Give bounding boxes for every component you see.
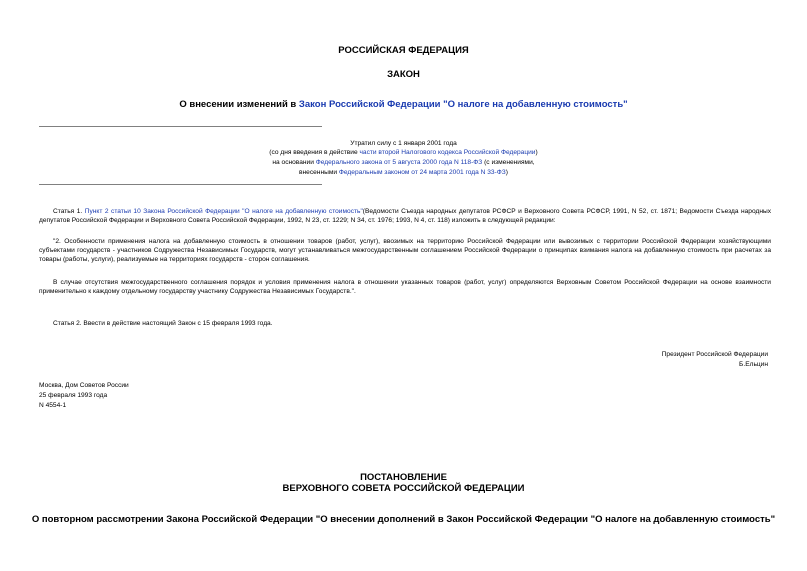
status-line-2-end: ) xyxy=(535,149,538,156)
signature-name: Б.Ельцин xyxy=(739,361,768,368)
status-line-4-end: ) xyxy=(505,169,508,176)
status-line-1: Утратил силу с 1 января 2001 года xyxy=(350,140,457,147)
country-heading: РОССИЙСКАЯ ФЕДЕРАЦИЯ xyxy=(338,45,469,56)
article-1-label: Статья 1. xyxy=(53,208,85,215)
decree-title-2: ВЕРХОВНОГО СОВЕТА РОССИЙСКОЙ ФЕДЕРАЦИИ xyxy=(282,483,525,494)
place-number: N 4554-1 xyxy=(39,402,67,409)
tax-code-link[interactable]: части второй Налогового кодекса Российской Федерации xyxy=(359,149,536,156)
decree-subject: О повторном рассмотрении Закона Российской Федерации "О внесении дополнений в Закон Российской Федерации "О налоге на добавленную стоимость" xyxy=(31,514,776,525)
place-city: Москва, Дом Советов России xyxy=(39,382,129,389)
decree-title-1: ПОСТАНОВЛЕНИЕ xyxy=(360,472,447,483)
status-line-2 xyxy=(0,148,807,157)
doc-type-heading: ЗАКОН xyxy=(387,69,420,80)
article-1-text: (Ведомости Съезда народных депутатов РСФСР и Верховного Совета РСФСР, 1991, N 52, ст. 1871; Ведомости Съезда народных депутатов Российской Федерации и Верховного Совета Российской Федерации, 1992, N 23, ст. 1229; N 34, ст. 1976; 1993, N 4, ст. 118) изложить в следующей редакции: xyxy=(39,208,771,225)
quote-paragraph-1: "2. Особенности применения налога на добавленную стоимость в отношении товаров (работ, услуг), ввозимых на территорию Российской Федерации или вывозимых с территории Российской Федерации хозяйствующими субъектами государств - участников Содружества Независимых Государств, могут устанавливаться межгосударственным соглашением Российской Федерации о принципах взимания налога на добавленную стоимость при расчетах за товары (работы, услуги), реализуемые на территориях государств - сторон соглашения. xyxy=(39,238,771,264)
status-line-4 xyxy=(0,168,807,177)
federal-law-118-link[interactable]: Федерального закона от 5 августа 2000 года N 118-ФЗ xyxy=(315,159,483,166)
law-title-link[interactable]: Закон Российской Федерации "О налоге на добавленную стоимость" xyxy=(298,99,628,110)
article-2: Статья 2. Ввести в действие настоящий Закон с 15 февраля 1993 года. xyxy=(53,320,273,327)
place-date: 25 февраля 1993 года xyxy=(39,392,108,399)
article-10-link[interactable]: Пункт 2 статьи 10 Закона Российской Федерации "О налоге на добавленную стоимость" xyxy=(84,208,363,215)
signature-position: Президент Российской Федерации xyxy=(661,351,768,358)
divider-top xyxy=(39,126,322,127)
law-title xyxy=(0,99,807,111)
status-line-2-text: (со дня введения в действие xyxy=(269,149,360,156)
article-1 xyxy=(39,207,771,225)
status-line-4-text: внесенными xyxy=(299,169,339,176)
divider-bottom xyxy=(39,184,322,185)
federal-law-33-link[interactable]: Федеральным законом от 24 марта 2001 года N 33-ФЗ xyxy=(338,169,506,176)
status-line-3 xyxy=(0,158,807,167)
status-line-3-text: на основании xyxy=(272,159,316,166)
status-line-3-end: (с изменениями, xyxy=(482,159,535,166)
law-title-prefix: О внесении изменений в xyxy=(179,99,299,110)
quote-paragraph-2: В случае отсутствия межгосударственного соглашения порядок и условия применения налога в отношении указанных товаров (работ, услуг) определяются Верховным Советом Российской Федерации на основе взаимности применительно к каждому отдельному государству участнику Содружества Независимых Государств.". xyxy=(39,279,771,296)
